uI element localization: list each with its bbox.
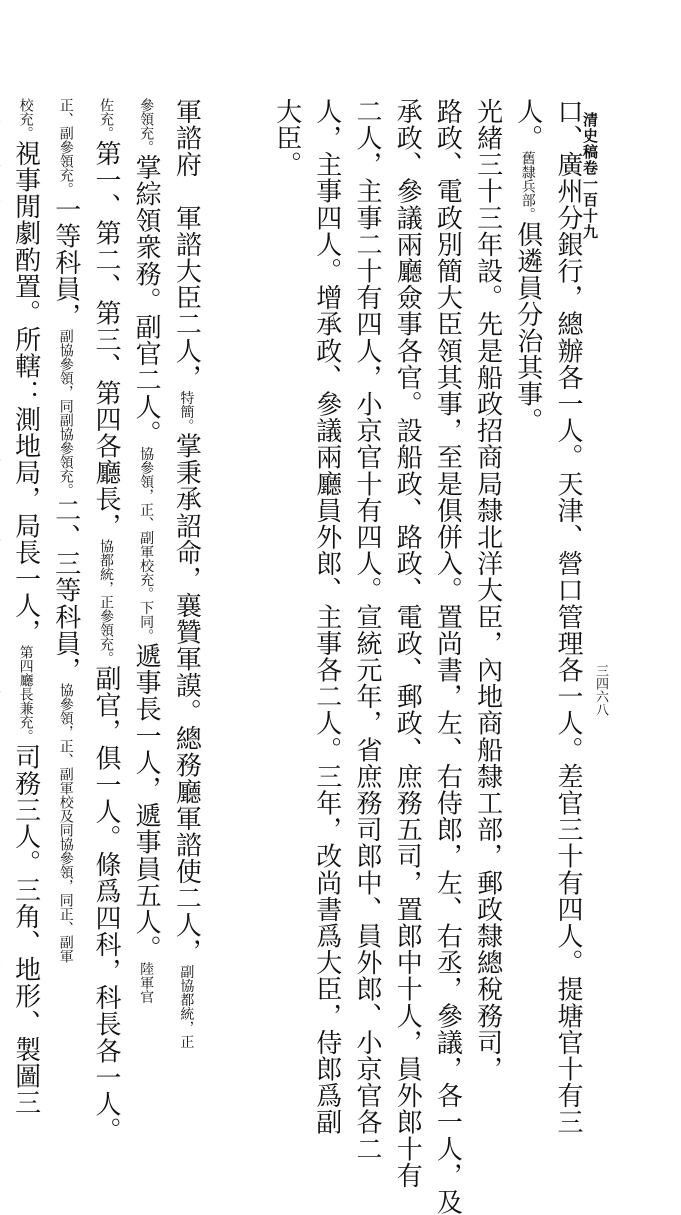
annotation: 陸軍官	[138, 962, 154, 1004]
text-run: 二、三等科員，	[51, 497, 81, 683]
text-run: 第一、第二、第三、第四各廳長，	[91, 140, 121, 539]
text-column-2	[508, 98, 548, 948]
text-column-6: 二人，主事二十有四人，小京官十有四人。宣統元年，省庶務司郎中、員外郎、小京官各二	[347, 98, 387, 948]
text-column-1: 口、廣州分銀行，總辦各一人。天津、營口管理各一人。差官三十有四人。提塘官十有三	[548, 98, 588, 948]
text-column-5: 承政、參議兩廳僉事各官。設船政、路政、電政、郵政、庶務五司，置郎中十人，員外郎十有	[387, 98, 427, 948]
vertical-body-text	[88, 98, 588, 948]
annotation: 正、副參領充。	[58, 98, 74, 196]
annotation: 副協都統，正	[178, 965, 194, 1049]
text-column-4: 路政、電政別簡大臣領其事，至是俱併入。置尚書，左、右侍郎，左、右丞，參議，各一人，及	[427, 98, 467, 948]
text-run: 掌綜領衆務。副官二人。	[131, 154, 161, 447]
annotation: 第四廳長兼充。	[18, 645, 34, 743]
text-run: 軍諮府 軍諮大臣二人，	[171, 98, 201, 391]
annotation: 協都統，正參領充。	[98, 539, 114, 665]
text-run: 副官，俱一人。條爲四科，科長各一人。	[91, 665, 121, 1144]
text-run: 一等科員，	[51, 196, 81, 329]
annotation: 校充。	[18, 98, 34, 140]
text-run: 人。	[513, 98, 543, 151]
text-column-11	[86, 98, 126, 948]
annotation: 協參領，正、副軍校及同協參領，同正、副軍	[58, 683, 74, 963]
annotation: 參領充。	[138, 98, 154, 154]
text-run: 視事閒劇酌置。所轄：測地局，局長一人，	[11, 140, 41, 645]
text-run: 遞事長一人，遞事員五人。	[131, 643, 161, 962]
text-run: 司務三人。三角、地形、製圖三	[11, 743, 41, 1115]
text-column-12	[46, 98, 86, 948]
text-column-8: 大臣。	[266, 98, 306, 948]
text-column-13	[5, 98, 45, 948]
text-run: 俱遴員分治其事。	[513, 221, 543, 434]
text-column-7: 人，主事四人。增承政、參議兩廳員外郎、主事各二人。三年，改尚書爲大臣，侍郎爲副	[307, 98, 347, 948]
text-column-3: 光緒三十三年設。先是船政招商局隸北洋大臣，內地商船隸工部，郵政隸總稅務司，	[467, 98, 507, 948]
annotation: 協參領，正、副軍校充。下同。	[138, 447, 154, 643]
section-gap	[206, 98, 266, 948]
annotation: 佐充。	[98, 98, 114, 140]
page-number: 三四六八	[590, 664, 610, 716]
text-column-10	[126, 98, 166, 948]
text-run: 掌秉承詔命，襄贊軍謨。總務廳軍諮使二人，	[171, 433, 201, 965]
annotation: 舊隸兵部。	[520, 151, 536, 221]
text-column-9	[166, 98, 206, 948]
annotation: 特簡。	[178, 391, 194, 433]
annotation: 副協參領，同副協參領充。	[58, 329, 74, 497]
text-column-14	[0, 98, 5, 948]
running-header-title: 清史稿卷一百十九	[578, 112, 602, 240]
